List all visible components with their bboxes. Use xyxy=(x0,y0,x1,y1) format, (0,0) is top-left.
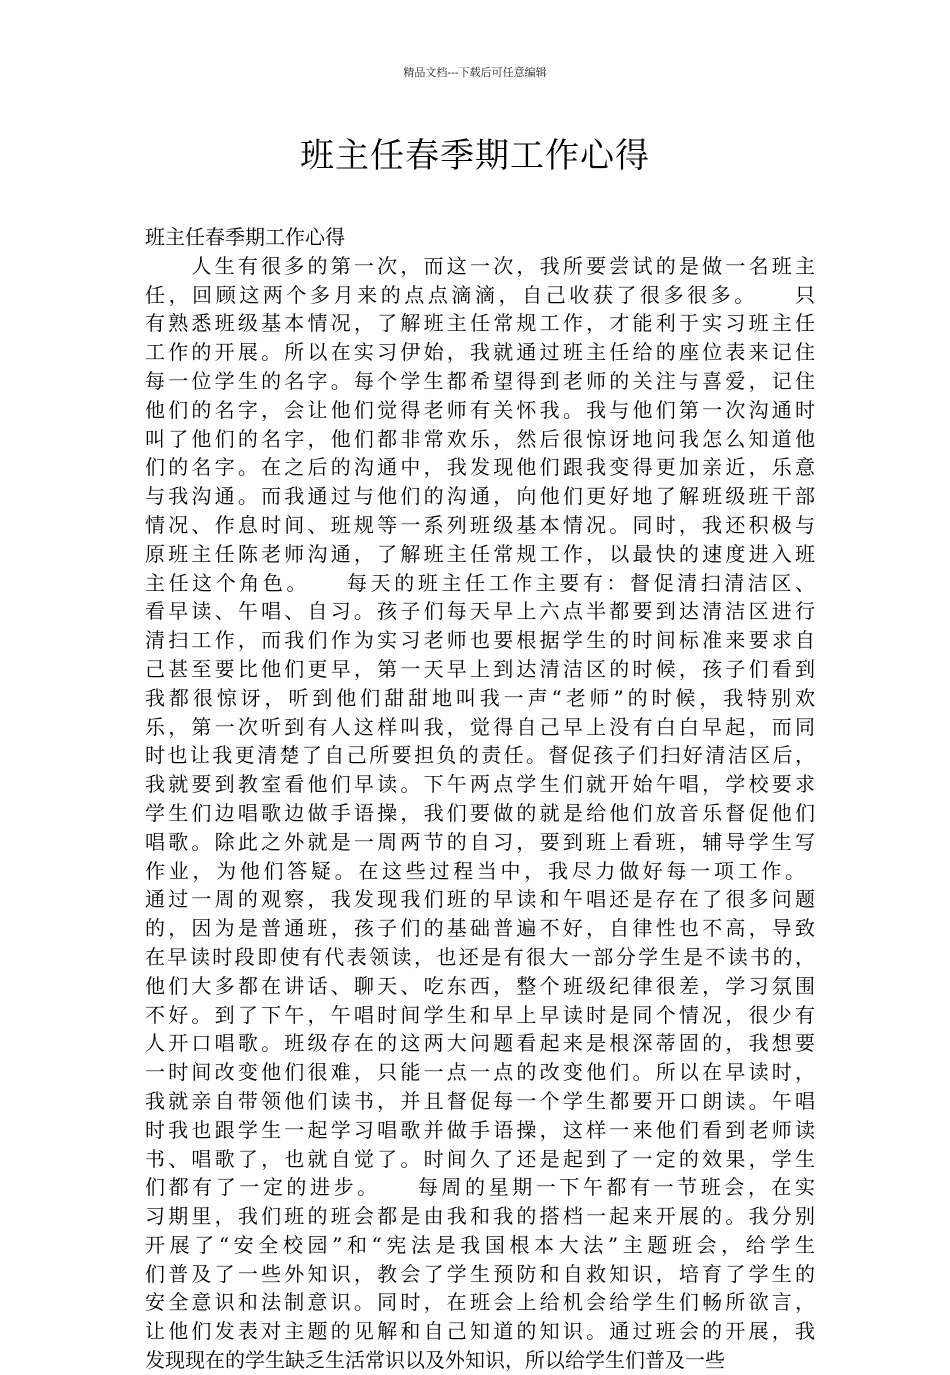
header-note: 精品文档---下载后可任意编辑 xyxy=(403,66,547,79)
text-line: 书、唱歌了，也就自觉了。时间久了还是起到了一定的效果，学生 xyxy=(145,1146,815,1171)
text-line: 们的名字。在之后的沟通中，我发现他们跟我变得更加亲近，乐意 xyxy=(145,455,815,480)
text-line: 己甚至要比他们更早，第一天早上到达清洁区的时候，孩子们看到 xyxy=(145,656,815,681)
text-line: 时也让我更清楚了自己所要担负的责任。督促孩子们扫好清洁区后， xyxy=(145,743,815,768)
text-line: 我就要到教室看他们早读。下午两点学生们就开始午唱，学校要求 xyxy=(145,772,815,797)
text-line: 我都很惊讶，听到他们甜甜地叫我一声“老师”的时候，我特别欢 xyxy=(145,685,815,710)
text-line: 他们的名字，会让他们觉得老师有关怀我。我与他们第一次沟通时 xyxy=(145,397,815,422)
text-line: 们普及了一些外知识，教会了学生预防和自救知识，培育了学生的 xyxy=(145,1261,815,1286)
text-line: 有熟悉班级基本情况，了解班主任常规工作，才能利于实习班主任 xyxy=(145,311,815,336)
text-line: 们都有了一定的进步。 每周的星期一下午都有一节班会，在实 xyxy=(145,1175,815,1200)
text-line: 习期里，我们班的班会都是由我和我的搭档一起来开展的。我分别 xyxy=(145,1204,815,1229)
text-line: 的，因为是普通班，孩子们的基础普遍不好，自律性也不高，导致 xyxy=(145,916,815,941)
body-text xyxy=(145,223,815,1375)
text-line: 一时间改变他们很难，只能一点一点的改变他们。所以在早读时， xyxy=(145,1060,815,1085)
text-line: 人开口唱歌。班级存在的这两大问题看起来是根深蒂固的，我想要 xyxy=(145,1031,815,1056)
text-line: 不好。到了下午，午唱时间学生和早上早读时是同个情况，很少有 xyxy=(145,1002,815,1027)
text-line: 乐，第一次听到有人这样叫我，觉得自己早上没有白白早起，而同 xyxy=(145,714,815,739)
text-line: 我就亲自带领他们读书，并且督促每一个学生都要开口朗读。午唱 xyxy=(145,1088,815,1113)
text-line: 原班主任陈老师沟通，了解班主任常规工作，以最快的速度进入班 xyxy=(145,541,815,566)
text-line: 开展了“安全校园”和“宪法是我国根本大法”主题班会，给学生 xyxy=(145,1232,815,1257)
text-line: 主任这个角色。 每天的班主任工作主要有：督促清扫清洁区、 xyxy=(145,570,815,595)
text-line: 工作的开展。所以在实习伊始，我就通过班主任给的座位表来记住 xyxy=(145,340,815,365)
text-line: 学生们边唱歌边做手语操，我们要做的就是给他们放音乐督促他们 xyxy=(145,800,815,825)
document-title: 班主任春季期工作心得 xyxy=(300,136,650,176)
text-line: 叫了他们的名字，他们都非常欢乐，然后很惊讶地问我怎么知道他 xyxy=(145,426,815,451)
text-line: 在早读时段即使有代表领读，也还是有很大一部分学生是不读书的， xyxy=(145,944,815,969)
text-line: 他们大多都在讲话、聊天、吃东西，整个班级纪律很差，学习氛围 xyxy=(145,973,815,998)
text-line: 班主任春季期工作心得 xyxy=(145,225,345,249)
text-line: 让他们发表对主题的见解和自己知道的知识。通过班会的开展，我 xyxy=(145,1319,815,1344)
text-line: 发现现在的学生缺乏生活常识以及外知识，所以给学生们普及一些 xyxy=(145,1348,725,1373)
text-line: 作业，为他们答疑。在这些过程当中，我尽力做好每一项工作。 xyxy=(145,858,815,883)
text-line: 时我也跟学生一起学习唱歌并做手语操，这样一来他们看到老师读 xyxy=(145,1117,815,1142)
text-line: 任，回顾这两个多月来的点点滴滴，自己收获了很多很多。 只 xyxy=(145,282,815,307)
text-line: 看早读、午唱、自习。孩子们每天早上六点半都要到达清洁区进行 xyxy=(145,599,815,624)
text-line: 清扫工作，而我们作为实习老师也要根据学生的时间标准来要求自 xyxy=(145,628,815,653)
text-line: 与我沟通。而我通过与他们的沟通，向他们更好地了解班级班干部 xyxy=(145,484,815,509)
text-line: 安全意识和法制意识。同时，在班会上给机会给学生们畅所欲言， xyxy=(145,1290,815,1315)
text-line: 情况、作息时间、班规等一系列班级基本情况。同时，我还积极与 xyxy=(145,512,815,537)
text-line: 通过一周的观察，我发现我们班的早读和午唱还是存在了很多问题 xyxy=(145,887,815,912)
text-line: 每一位学生的名字。每个学生都希望得到老师的关注与喜爱，记住 xyxy=(145,368,815,393)
text-line: 人生有很多的第一次，而这一次，我所要尝试的是做一名班主 xyxy=(145,253,815,278)
text-line: 唱歌。除此之外就是一周两节的自习，要到班上看班，辅导学生写 xyxy=(145,829,815,854)
